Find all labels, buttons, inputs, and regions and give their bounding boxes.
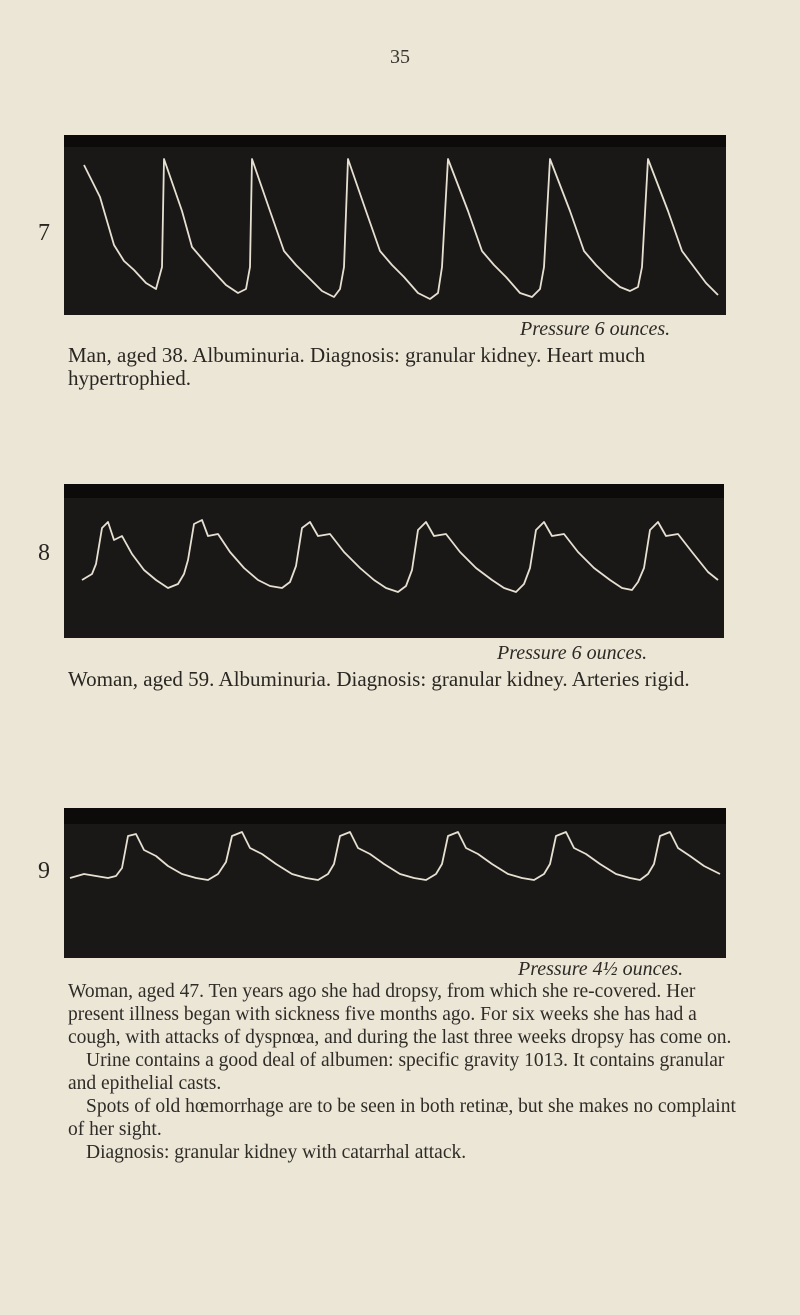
figure-9-note-history: Woman, aged 47. Ten years ago she had dropsy, from which she re-covered. Her present illness began with sickness five months ago. For six weeks she has had a cough, with attacks of dyspnœa, and during the last three weeks dropsy has come on.: [68, 981, 732, 1048]
figure-8-sphygmograph-tracing: [64, 484, 724, 638]
figure-9-note-urine: Urine contains a good deal of albumen: specific gravity 1013. It contains granular and epithelial casts.: [68, 1050, 725, 1094]
figure-7-number: 7: [38, 220, 50, 246]
figure-9-note-retinae: Spots of old hœmorrhage are to be seen in both retinæ, but she makes no complaint of her sight.: [68, 1096, 736, 1140]
figure-7-sphygmograph-tracing: [64, 135, 726, 315]
figure-9-number: 9: [38, 858, 50, 884]
figure-8-number: 8: [38, 540, 50, 566]
figure-9-notes: [68, 980, 738, 1164]
figure-9-note-diagnosis: Diagnosis: granular kidney with catarrhal attack.: [86, 1142, 467, 1163]
figure-9-pressure: Pressure 4½ ounces.: [518, 958, 684, 980]
figure-8-caption: Woman, aged 59. Albuminuria. Diagnosis: granular kidney. Arteries rigid.: [68, 667, 690, 691]
figure-7-caption: Man, aged 38. Albuminuria. Diagnosis: granular kidney. Heart much hypertrophied.: [68, 343, 646, 390]
figure-9-sphygmograph-tracing: [64, 808, 726, 958]
figure-7-pressure: Pressure 6 ounces.: [520, 318, 671, 340]
page-number: 35: [390, 46, 410, 68]
figure-8-pressure: Pressure 6 ounces.: [497, 642, 648, 664]
